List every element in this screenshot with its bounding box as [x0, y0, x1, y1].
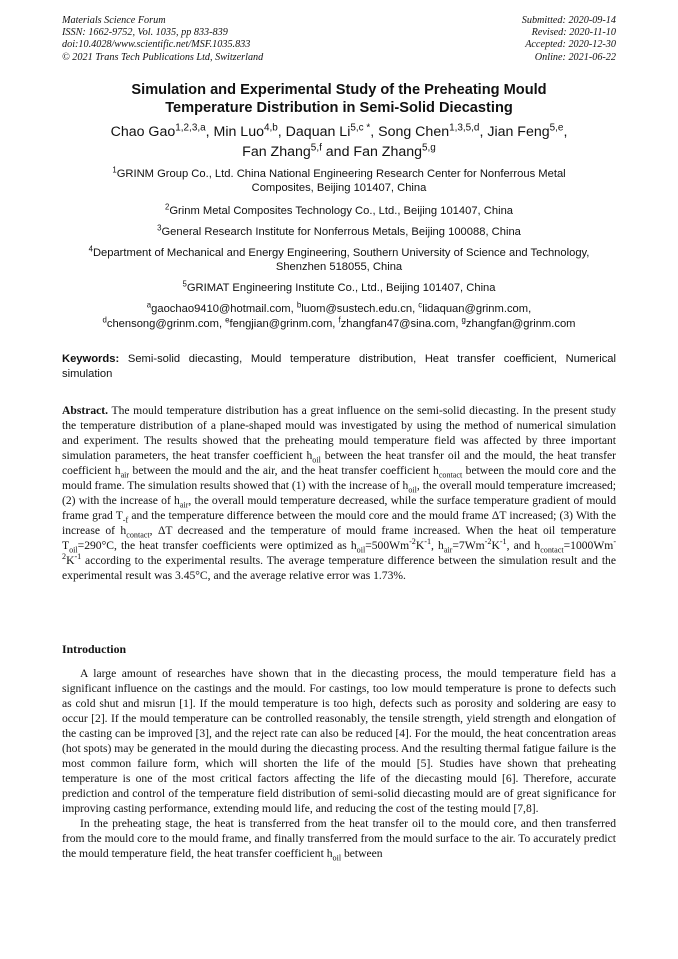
subscript: air [443, 545, 453, 555]
abstract-text: between the mould core and the mould frame. The simulation results showed that (1) with the increase of h [62, 464, 616, 492]
title-line-1: Simulation and Experimental Study of the Preheating Mould [131, 82, 547, 98]
author-name: Chao Gao [110, 124, 176, 140]
superscript: -1 [74, 552, 82, 562]
abstract-text: between the heat transfer oil and the mould, the heat transfer coefficient h [62, 449, 617, 477]
abstract-text: =500Wm [365, 539, 410, 552]
date-accepted: Accepted: 2020-12-30 [525, 39, 616, 51]
date-revised: Revised: 2020-11-10 [531, 27, 616, 39]
introduction-body [62, 666, 616, 861]
author-sup: 1,3,5,d [449, 122, 480, 134]
author-emails: $^a$gaochao9410@hotmail.com, $^b$luom@sustech.edu.cn, $^c$lidaquan@grinm.com, $^d$chensong@grinm.com, $^e$fengjian@grinm.com, $^f$zhangfan47@sina.com, $^g$zhangfan@grinm.com [102, 300, 576, 330]
abstract-text: between the mould and the air, and the heat transfer coefficient h [129, 464, 439, 477]
keywords [62, 352, 616, 381]
author-name: Fan Zhang [242, 143, 311, 160]
subscript: air [120, 470, 130, 480]
abstract-text: K [415, 539, 425, 552]
keywords-label: Keywords: [62, 353, 120, 365]
date-online: Online: 2021-06-22 [534, 51, 616, 63]
superscript: -1 [424, 537, 432, 547]
email-link[interactable]: gaochao9410@hotmail.com [151, 303, 291, 315]
email-sup: d [102, 314, 107, 324]
subscript: oil [332, 853, 342, 863]
email-link[interactable]: fengjian@grinm.com [229, 317, 333, 330]
affiliation-1 [80, 167, 598, 195]
abstract-text: =290°C, the heat transfer coefficients were optimized as h [77, 539, 357, 552]
keywords-text: Semi-solid diecasting, Mould temperature distribution, Heat transfer coefficient, Numerical simulation [62, 353, 616, 380]
abstract-text: =7Wm [452, 539, 485, 552]
journal-name: Materials Science Forum [62, 15, 166, 26]
affiliation-text: Department of Mechanical and Energy Engineering, Southern University of Science and Technology, Shenzhen 518055, China [92, 247, 590, 274]
email-sup: a [146, 300, 152, 310]
email-sup: f [338, 314, 341, 324]
author-sup: 4,b [263, 122, 278, 134]
affiliation-sup: 1 [112, 165, 117, 175]
journal-issn: ISSN: 1662-9752, Vol. 1035, pp 833-839 [62, 27, 228, 39]
author-name: Jian Feng [487, 124, 550, 140]
abstract-label: Abstract. [62, 404, 109, 417]
submission-dates [522, 15, 616, 64]
affiliation-sup: 4 [88, 244, 93, 254]
journal-copyright: © 2021 Trans Tech Publications Ltd, Switzerland [62, 51, 264, 63]
author-sup: 5,g [422, 141, 436, 153]
affiliation-sup: 5 [182, 279, 187, 289]
email-sup: g [461, 314, 466, 324]
email-sup: e [225, 314, 230, 324]
paper-title [62, 82, 616, 117]
affiliation-text: GRIMAT Engineering Institute Co., Ltd., Beijing 101407, China [186, 282, 496, 294]
author-sup: 1,2,3,a [175, 122, 206, 134]
abstract-text: , and h [506, 539, 541, 552]
abstract-text: K [66, 554, 75, 567]
abstract-text: , the overall mould temperature imcreased; (2) with the increase of h [62, 479, 617, 507]
subscript: oil [312, 455, 321, 465]
subscript: air [179, 500, 189, 510]
subscript: contact [126, 530, 150, 540]
affiliation-text: GRINM Group Co., Ltd. China National Engineering Research Center for Nonferrous Metal Composites, Beijing 101407, China [116, 168, 566, 195]
email-sup: c [418, 300, 423, 310]
paragraph [62, 816, 616, 861]
affiliation-text: Grinm Metal Composites Technology Co., Ltd., Beijing 101407, China [169, 205, 514, 217]
subscript: oil [69, 545, 78, 555]
author-name: Fan Zhang [353, 143, 423, 160]
email-link[interactable]: zhangfan@grinm.com [465, 317, 576, 330]
abstract-text: , h [431, 539, 444, 552]
author-name: Min Luo [213, 124, 264, 140]
affiliation-sup: 2 [164, 202, 170, 212]
superscript: -2 [484, 537, 492, 547]
abstract-text: and the temperature difference between the mould core and the mould frame ΔT increased; (3) With the increase of h [62, 509, 616, 537]
affiliation-2 [80, 204, 598, 218]
email-sup: b [296, 300, 302, 310]
subscript: oil [356, 545, 366, 555]
paragraph: A large amount of researches have shown that in the diecasting process, the mould temperature field has a significant influence on the castings and the mould. For castings, too low mould temperature is prone to defects such as cold shut and misrun [1]. If the mould temperature is too high, defects such as porosity and soldering are easy to occur [2]. If the mould temperature can be controlled reasonably, the tensile strength, yield strength and elongation of the casting can be improved [3], and the reject rate can also be reduced [4]. For the mould, the heat concentration areas (hot spots) may be generated in the mould during the diecasting process. And the resulting thermal fatigue failure is the most common failure form, which will shorten the life of the mould [5]. Studies have shown that preheating temperature is one of the most critical factors affecting the life of the diecasting mould [6]. Therefore, accurate prediction and control of the temperature field distribution of semi-solid diecasting mould are of great significance for improving casting performance, extending mould life, and reducing the cost of the testing mould [7,8]. [62, 667, 616, 815]
abstract-text: The mould temperature distribution has a great influence on the semi-solid diecasting. In the present study the temperature distribution of a plane-shaped mould was investigated by using the method of numerical simulation and experiment. The results showed that the preheating mould temperature field was affected by three important simulation parameters, the heat transfer coefficient h [62, 404, 616, 462]
author-list: Chao Gao$^{1,2,3,a}$, Min Luo$^{4,b}$, Daquan $Li^{5,c *}$, Song Chen$^{1,3,5,d}$, Jian Feng$^{5,e}$, Fan Zhang$^{5,f}$ and Fan Zhang$^{5,g}$ [110, 122, 568, 160]
subscript: oil [408, 485, 417, 495]
section-heading-introduction: Introduction [62, 642, 127, 656]
author-sup: 5,c * [350, 122, 371, 134]
author-sup: 5,f [310, 141, 322, 153]
journal-doi: doi:10.4028/www.scientific.net/MSF.1035.833 [62, 39, 251, 51]
superscript: -1 [499, 537, 507, 547]
abstract-text: =1000Wm [563, 539, 614, 552]
email-link[interactable]: luom@sustech.edu.cn [301, 303, 413, 315]
email-link[interactable]: chensong@grinm.com [106, 317, 219, 330]
subscript: contact [540, 545, 564, 555]
author-sup: 5,e [549, 122, 564, 134]
affiliation-sup: 3 [157, 223, 162, 233]
abstract [62, 403, 616, 583]
superscript: -2 [409, 537, 416, 547]
title-line-2: Temperature Distribution in Semi-Solid Diecasting [165, 99, 513, 116]
subscript: -f [122, 515, 129, 525]
paragraph-text: In the preheating stage, the heat is transferred from the heat transfer oil to the mould core, and then transferred from the mould core to the mould frame, and finally transferred from the mould surface to the air. To accurately predict the mould temperature field, the heat transfer coefficient h [62, 817, 616, 860]
paragraph-text: between [341, 847, 383, 860]
abstract-text: according to the experimental results. The average temperature difference between the simulation result and the experimental result was 3.45°C, and the average relative error was 1.73%. [62, 554, 616, 582]
affiliation-5 [80, 281, 598, 295]
abstract-text: K [491, 539, 500, 552]
email-link[interactable]: lidaquan@grinm.com [422, 303, 529, 315]
affiliation-4 [80, 246, 598, 274]
journal-info [62, 15, 263, 64]
author-name: Song Chen [378, 124, 450, 140]
subscript: contact [438, 470, 463, 480]
date-submitted: Submitted: 2020-09-14 [521, 15, 616, 26]
affiliation-3 [80, 225, 598, 239]
email-link[interactable]: zhangfan47@sina.com [340, 317, 456, 330]
superscript: -2 [62, 537, 617, 562]
abstract-text: , the overall mould temperature decreased, while the surface temperature gradient of mould frame grad T [62, 494, 616, 522]
author-name: Daquan Li [285, 124, 351, 140]
abstract-text: , ΔT decreased and the temperature of mould frame increased. When the heat oil temperature T [62, 524, 616, 552]
affiliation-text: General Research Institute for Nonferrous Metals, Beijing 100088, China [161, 226, 521, 238]
